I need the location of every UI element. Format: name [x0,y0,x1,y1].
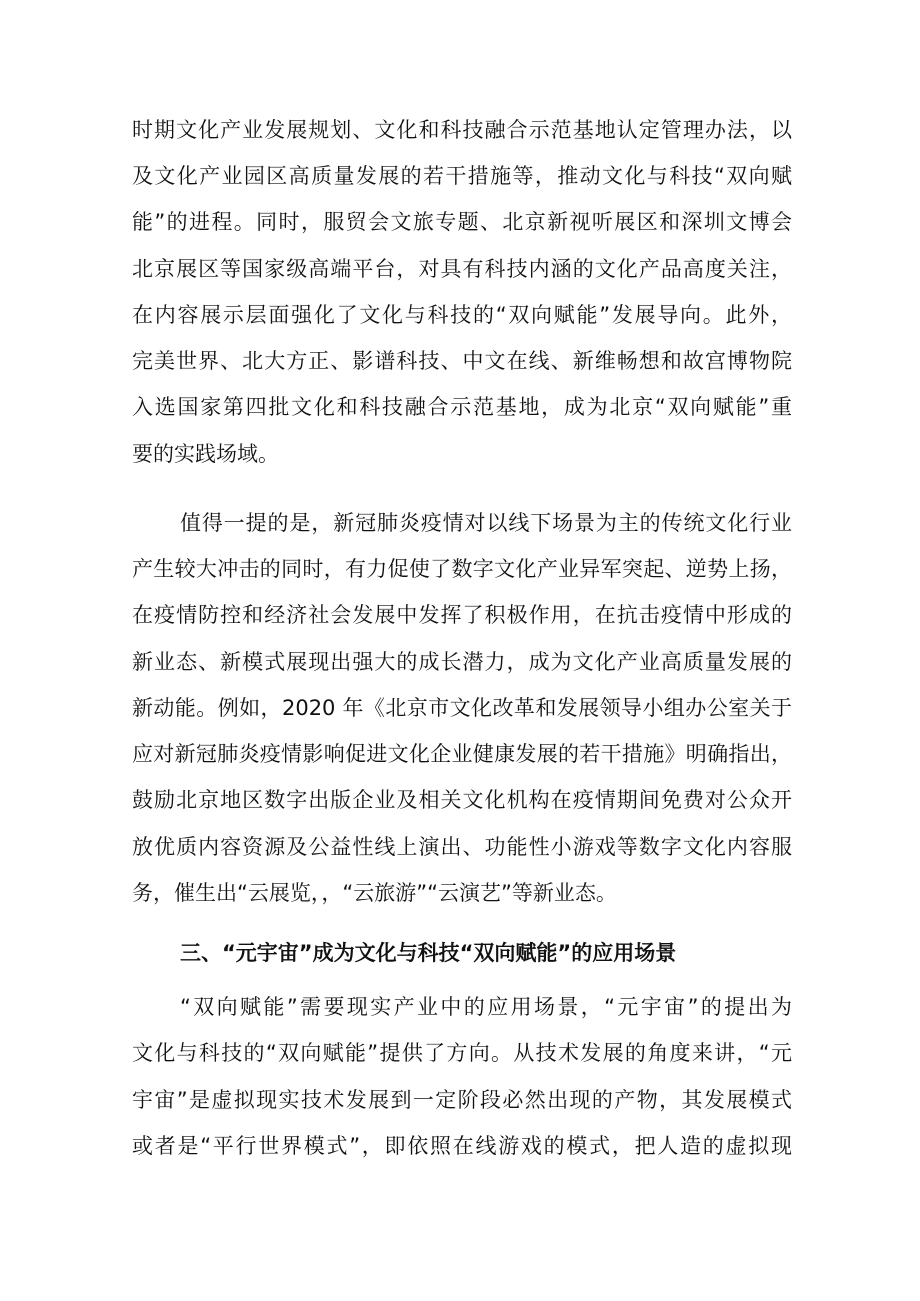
paragraph-line: 完美世界、北大方正、影谱科技、中文在线、新维畅想和故宫博物院 [132,349,792,373]
paragraph-line: “双向赋能”需要现实产业中的应用场景，“元宇宙”的提出为 [180,995,792,1019]
paragraph-line: 放优质内容资源及公益性线上演出、功能性小游戏等数字文化内容服 [132,835,792,859]
paragraph-line: 宇宙”是虚拟现实技术发展到一定阶段必然出现的产物，其发展模式 [132,1088,792,1112]
paragraph-line: 新业态、新模式展现出强大的成长潜力，成为文化产业高质量发展的 [132,650,792,674]
paragraph-line: 在疫情防控和经济社会发展中发挥了积极作用，在抗击疫情中形成的 [132,603,792,627]
paragraph-line: 能”的进程。同时，服贸会文旅专题、北京新视听展区和深圳文博会 [132,210,792,234]
paragraph-line: 及文化产业园区高质量发展的若干措施等，推动文化与科技“双向赋 [132,164,792,188]
paragraph-line: 务，催生出“云展览，，“云旅游”“云演艺”等新业态。 [132,881,617,905]
paragraph-line: 北京展区等国家级高端平台，对具有科技内涵的文化产品高度关注， [132,257,792,281]
paragraph-line: 文化与科技的“双向赋能”提供了方向。从技术发展的角度来讲，“元 [132,1041,792,1065]
paragraph-line: 或者是“平行世界模式”，即依照在线游戏的模式，把人造的虚拟现 [132,1134,792,1158]
paragraph-line: 入选国家第四批文化和科技融合示范基地，成为北京“双向赋能”重 [132,395,792,419]
paragraph-line: 新动能。例如，2020 年《北京市文化改革和发展领导小组办公室关于 [132,696,792,720]
paragraph-line: 应对新冠肺炎疫情影响促进文化企业健康发展的若干措施》明确指出， [132,742,792,766]
paragraph-line: 在内容展示层面强化了文化与科技的“双向赋能”发展导向。此外， [132,303,792,327]
paragraph-line: 要的实践场域。 [132,442,279,466]
section-heading: 三、“元宇宙”成为文化与科技“双向赋能”的应用场景 [180,941,677,965]
paragraph-line: 值得一提的是，新冠肺炎疫情对以线下场景为主的传统文化行业 [180,511,792,535]
paragraph-line: 产生较大冲击的同时，有力促使了数字文化产业异军突起、逆势上扬， [132,557,792,581]
paragraph-line: 时期文化产业发展规划、文化和科技融合示范基地认定管理办法，以 [132,118,792,142]
paragraph-line: 鼓励北京地区数字出版企业及相关文化机构在疫情期间免费对公众开 [132,788,792,812]
